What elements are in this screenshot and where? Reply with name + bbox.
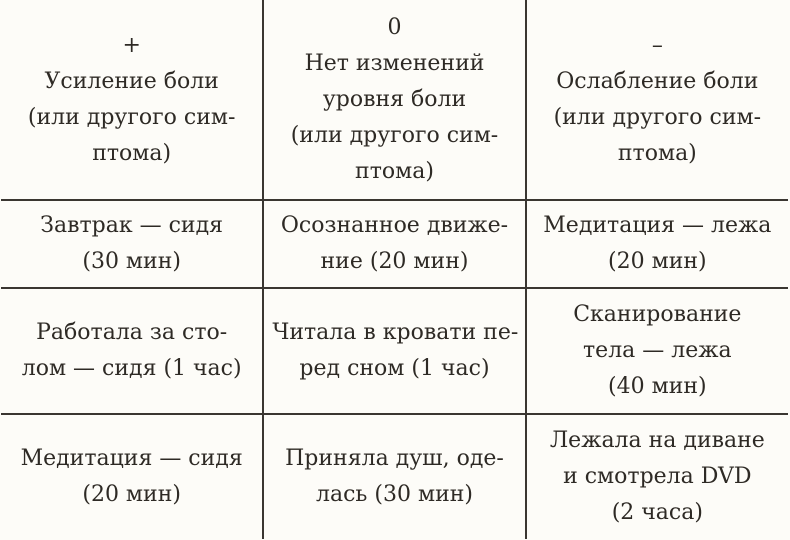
header-row [1,0,788,200]
cell-text: и смотрела DVD [563,464,752,489]
cell-text: лом — сидя (1 час) [21,356,242,381]
header-text: (или другого сим- [290,122,499,148]
cell-text: Приняла душ, оде- [285,446,504,471]
header-cell-no-change [263,0,525,200]
cell-text: Завтрак — сидя [40,213,224,238]
table-cell [1,414,263,539]
table-row [1,288,788,414]
cell-text: тела — лежа [583,338,732,363]
table-row [1,414,788,539]
table-cell [263,200,525,288]
header-cell-decrease [526,0,788,200]
table-row [1,200,788,288]
table-cell [526,200,788,288]
table-cell [263,414,525,539]
header-sign-minus: – [651,32,663,58]
cell-text: лась (30 мин) [316,482,473,507]
header-text: птома) [617,140,697,166]
cell-text: (20 мин) [608,249,707,274]
cell-text: (20 мин) [82,482,181,507]
cell-text: Медитация — лежа [543,213,772,238]
cell-text: ред сном (1 час) [299,356,490,381]
cell-text: Осознанное движе- [280,213,509,238]
header-text: Ослабление боли [556,68,759,94]
cell-text: (30 мин) [82,249,181,274]
cell-text: Сканирование [573,302,742,327]
cell-text: Работала за сто- [36,320,228,345]
header-sign-plus: + [122,32,141,58]
header-text: птома) [92,140,172,166]
header-text: Нет изменений [304,50,485,76]
cell-text: Лежала на диване [549,428,765,453]
header-text: Усиление боли [44,68,219,94]
cell-text: Читала в кровати пе- [272,320,519,345]
table-cell [526,414,788,539]
table-cell [1,288,263,414]
cell-text: (2 часа) [611,500,703,525]
cell-text: ние (20 мин) [320,249,469,274]
cell-text: (40 мин) [608,374,707,399]
header-sign-zero: 0 [387,14,402,40]
header-cell-increase [1,0,263,200]
table-cell [526,288,788,414]
header-text: (или другого сим- [553,104,762,130]
table-cell [263,288,525,414]
header-text: уровня боли [322,86,467,112]
header-text: птома) [355,158,434,184]
table-cell [1,200,263,288]
header-text: (или другого сим- [27,104,236,130]
pain-activity-table [1,0,788,539]
cell-text: Медитация — сидя [20,446,243,471]
